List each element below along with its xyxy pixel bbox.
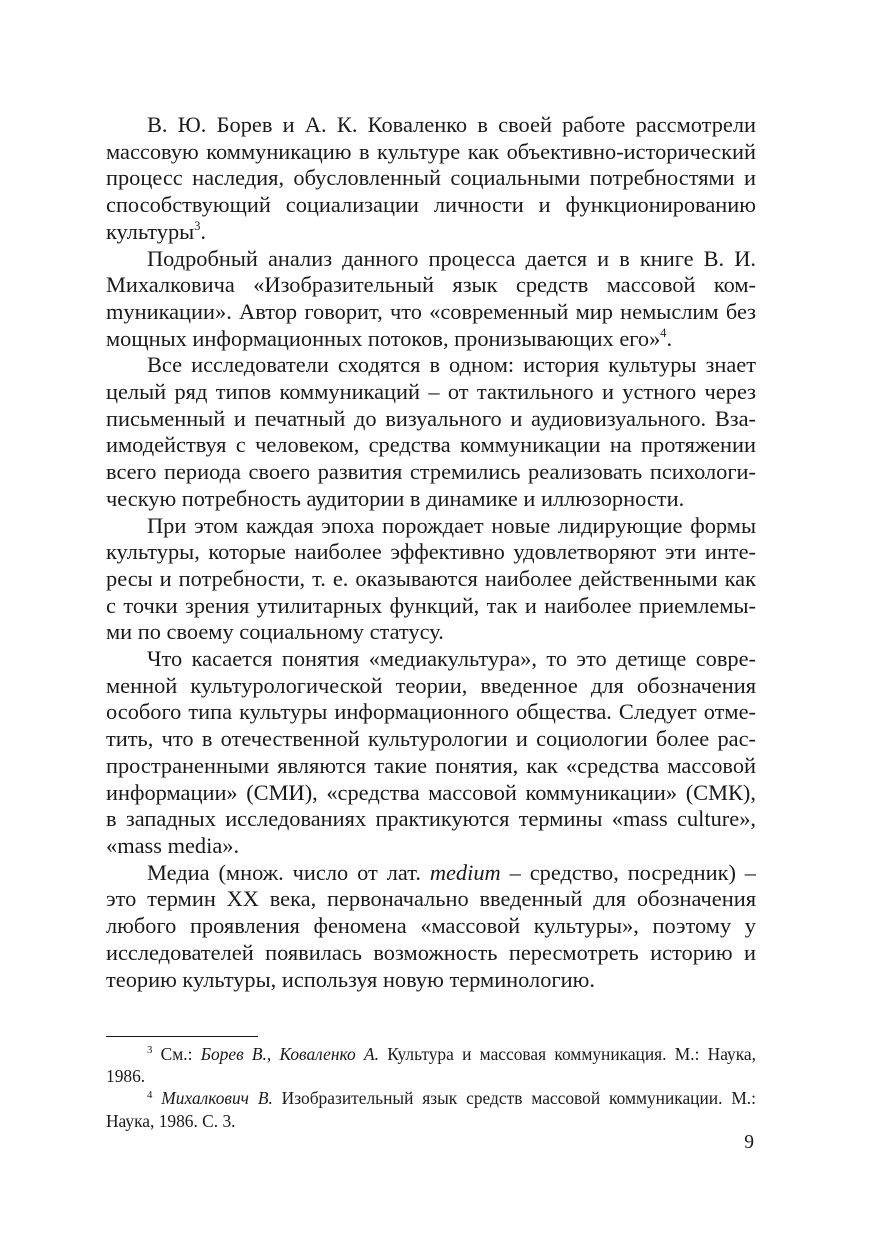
footnote-3: $^3$ См.: Борев В., Коваленко А. Культура и массовая коммуникация. М.: Наука, 1986.	[106, 1044, 757, 1087]
paragraph-mikhalkovich: Подробный анализ данного процесса дается и в книге В. И. Михалковича «Изобразительный язык средств массовой комmуникации». Автор говорит, что «современный мир немыслим без мощных информационных потоков, пронизывающих его»$^4$.	[106, 245, 756, 351]
page-number: 9	[744, 1132, 754, 1153]
footnote-ref-3: 3	[194, 218, 201, 233]
paragraph-communication-types: Все исследователи сходятся в одном: история культуры знает целый ряд типов коммуникаций – от тактильного и устного через письменный и печатный до визуального и аудиовизуального. Взаимодействуя с человеком, средства коммуникации на протяжении всего периода своего развития стремились реализовать психологическую потребность аудитории в динамике и иллюзорности.	[106, 352, 756, 511]
footnote-4: $^4$ Михалкович В. Изобразительный язык средств массовой коммуникации. М.: Наука, 1986. С. 3.	[106, 1088, 756, 1131]
paragraph-borev: В. Ю. Борев и А. К. Коваленко в своей работе рассмотрели массовую коммуникацию в культуре как объективно-исторический процесс наследия, обусловленный социальными потребностями и способствующий социализации личности и функционированию культуры$^3$.	[106, 112, 756, 244]
paragraph-mediaculture: Что касается понятия «медиакультура», то это детище современной культурологической теории, введенное для обозначения особого типа культуры информационного общества. Следует отметить, что в отечественной культурологии и социологии более распространенными являются такие понятия, как «средства массовой информации» (СМИ), «средства массовой коммуникации» (СМК), в западных исследованиях практикуются термины «mass culture», «mass media».	[106, 646, 756, 858]
footnote-ref-4: 4	[660, 325, 667, 340]
latin-term: medium	[429, 859, 501, 885]
paragraph-epochs: При этом каждая эпоха порождает новые лидирующие формы культуры, которые наиболее эффективно удовлетворяют эти интересы и потребности, т. е. оказываются наиболее действенными как с точки зрения утилитарных функций, так и наиболее приемлемыми по своему социальному статусу.	[106, 512, 756, 645]
footnote-separator	[106, 1036, 258, 1037]
footnotes	[106, 1043, 756, 1132]
paragraph-media-definition: Медиа (множ. число от лат. medium – средство, посредник) – это термин ХХ века, первоначально введенный для обозначения любого проявления феномена «массовой культуры», поэтому у исследователей появилась возможность пересмотреть историю и теорию культуры, используя новую терминологию.	[106, 859, 756, 992]
main-text	[106, 112, 756, 993]
